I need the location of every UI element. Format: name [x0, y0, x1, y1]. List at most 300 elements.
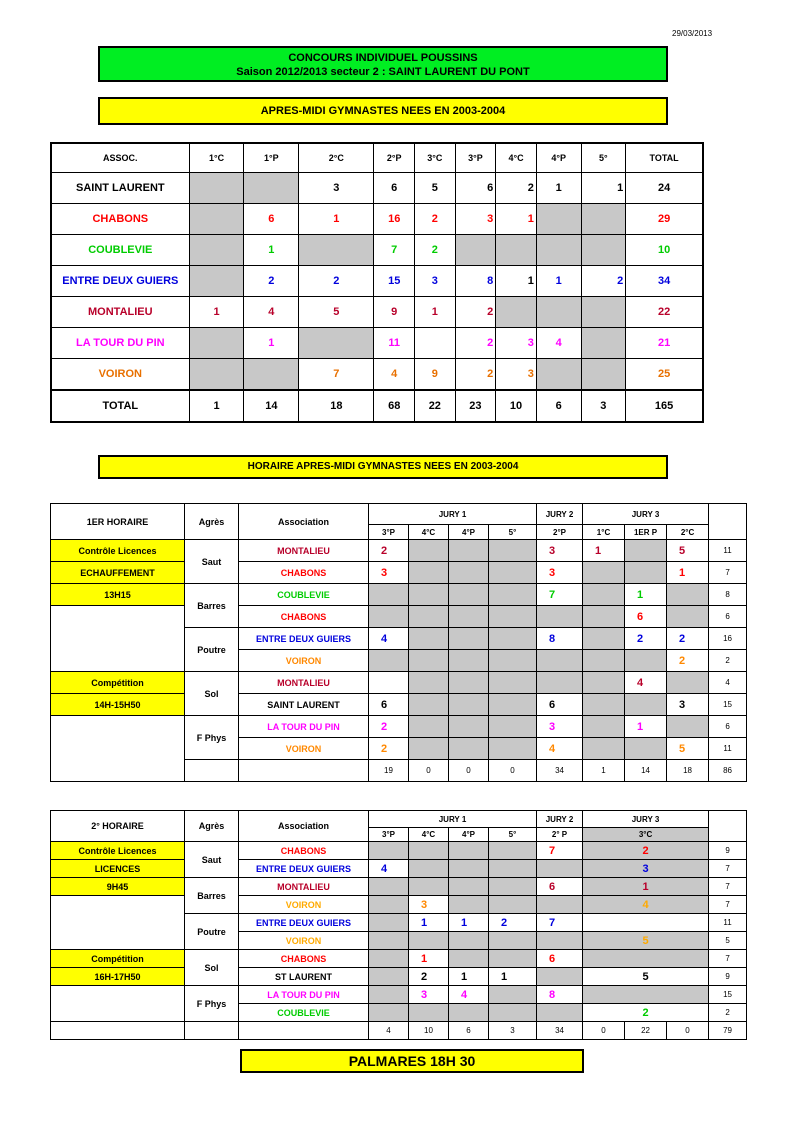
assoc-cell: CHABONS: [239, 842, 369, 860]
schedule-row: [51, 842, 747, 860]
cell: [581, 235, 626, 266]
jury3-header: JURY 3: [583, 504, 709, 525]
cell: 2: [583, 1004, 709, 1022]
cell: 6: [536, 390, 581, 422]
cell: [489, 606, 537, 628]
cell: [583, 628, 625, 650]
cell: 4: [369, 628, 409, 650]
cell: 3: [496, 359, 537, 391]
cell: [409, 650, 449, 672]
col-header: 4°P: [449, 525, 489, 540]
col-header: 2°P: [374, 143, 415, 173]
cell: [369, 650, 409, 672]
agres-cell: Saut: [185, 842, 239, 878]
assoc-cell: MONTALIEU: [239, 878, 369, 896]
cell: [415, 328, 456, 359]
cell: [489, 950, 537, 968]
cell: [369, 672, 409, 694]
schedule-row: [51, 896, 747, 914]
cell: [583, 694, 625, 716]
cell: 4: [583, 896, 709, 914]
col-header: 4°C: [409, 828, 449, 842]
cell: [489, 986, 537, 1004]
cell: 1: [409, 950, 449, 968]
row-total: 10: [626, 235, 703, 266]
cell: 1: [449, 914, 489, 932]
cell: [369, 1004, 409, 1022]
cell: [489, 694, 537, 716]
cell: [489, 738, 537, 760]
assoc-cell: LA TOUR DU PIN: [239, 986, 369, 1004]
assoc-name: ENTRE DEUX GUIERS: [51, 266, 189, 297]
cell: 1: [489, 968, 537, 986]
horaire-banner: HORAIRE APRES-MIDI GYMNASTES NEES EN 2003-2004: [98, 455, 668, 479]
schedule-title: 1ER HORAIRE: [51, 504, 185, 540]
blank-header: [709, 504, 747, 540]
col-header: TOTAL: [626, 143, 703, 173]
left-info: LICENCES: [51, 860, 185, 878]
jury1-header: JURY 1: [369, 811, 537, 828]
cell: 1: [583, 878, 709, 896]
cell: 1: [189, 297, 244, 328]
cell: 9: [374, 297, 415, 328]
cell: [449, 950, 489, 968]
cell: [489, 842, 537, 860]
assoc-cell: VOIRON: [239, 896, 369, 914]
title-banner: [98, 46, 668, 82]
assoc-cell: VOIRON: [239, 738, 369, 760]
blank-cell: [51, 1022, 185, 1040]
cell: [583, 986, 709, 1004]
blank-cell: [185, 760, 239, 782]
grand-total: 86: [709, 760, 747, 782]
row-total: 7: [709, 878, 747, 896]
cell: 2: [667, 628, 709, 650]
row-total: 11: [709, 540, 747, 562]
row-total: 15: [709, 694, 747, 716]
cell: [537, 1004, 583, 1022]
cell: [409, 860, 449, 878]
summary-row: [51, 359, 703, 391]
cell: 2: [299, 266, 374, 297]
cell: 1: [496, 204, 537, 235]
cell: 1: [583, 540, 625, 562]
cell: [667, 606, 709, 628]
cell: [409, 842, 449, 860]
cell: [583, 650, 625, 672]
cell: [536, 359, 581, 391]
cell: 4: [536, 328, 581, 359]
cell: 10: [496, 390, 537, 422]
row-total: 24: [626, 173, 703, 204]
cell: [581, 359, 626, 391]
agres-cell: Saut: [185, 540, 239, 584]
row-total: 6: [709, 606, 747, 628]
cell: 3: [537, 562, 583, 584]
assoc-cell: SAINT LAURENT: [239, 694, 369, 716]
cell: [449, 672, 489, 694]
cell: 2: [455, 297, 496, 328]
cell: 3: [369, 562, 409, 584]
cell: [581, 297, 626, 328]
row-total: 7: [709, 896, 747, 914]
cell: [496, 297, 537, 328]
assoc-cell: ENTRE DEUX GUIERS: [239, 628, 369, 650]
cell: [489, 672, 537, 694]
cell: [369, 968, 409, 986]
agres-cell: Poutre: [185, 628, 239, 672]
total-cell: 1: [583, 760, 625, 782]
cell: [244, 173, 299, 204]
col-header: 2°P: [537, 525, 583, 540]
cell: 1: [667, 562, 709, 584]
col-header: 5°: [489, 525, 537, 540]
row-total: 15: [709, 986, 747, 1004]
left-blank: [51, 986, 185, 1022]
cell: [489, 562, 537, 584]
cell: [583, 950, 709, 968]
total-cell: 6: [449, 1022, 489, 1040]
cell: [189, 266, 244, 297]
cell: [583, 584, 625, 606]
col-header: 3°P: [455, 143, 496, 173]
cell: [537, 650, 583, 672]
cell: [409, 672, 449, 694]
summary-row: [51, 173, 703, 204]
cell: [449, 878, 489, 896]
cell: [369, 950, 409, 968]
cell: 6: [537, 694, 583, 716]
cell: 2: [625, 628, 667, 650]
cell: 3: [583, 860, 709, 878]
cell: 7: [537, 584, 583, 606]
left-info: ECHAUFFEMENT: [51, 562, 185, 584]
total-cell: 0: [667, 1022, 709, 1040]
cell: [581, 204, 626, 235]
cell: [489, 540, 537, 562]
cell: [449, 842, 489, 860]
total-label: TOTAL: [51, 390, 189, 422]
cell: 9: [415, 359, 456, 391]
cell: 3: [409, 986, 449, 1004]
cell: 3: [496, 328, 537, 359]
cell: [369, 842, 409, 860]
col-header: 3°P: [369, 525, 409, 540]
cell: 2: [409, 968, 449, 986]
cell: 2: [496, 173, 537, 204]
schedule-title: 2° HORAIRE: [51, 811, 185, 842]
cell: 1: [244, 328, 299, 359]
cell: 3: [409, 896, 449, 914]
cell: 2: [369, 738, 409, 760]
blank-cell: [239, 760, 369, 782]
cell: [369, 878, 409, 896]
cell: [537, 968, 583, 986]
schedule-row: [51, 606, 747, 628]
cell: [449, 650, 489, 672]
cell: [489, 584, 537, 606]
grand-total: 165: [626, 390, 703, 422]
row-total: 8: [709, 584, 747, 606]
cell: [449, 606, 489, 628]
row-total: 16: [709, 628, 747, 650]
schedule-row: [51, 694, 747, 716]
row-total: 5: [709, 932, 747, 950]
agres-cell: Poutre: [185, 914, 239, 950]
assoc-cell: MONTALIEU: [239, 672, 369, 694]
cell: [369, 914, 409, 932]
cell: 8: [537, 628, 583, 650]
left-blank: [51, 896, 185, 950]
left-info: Compétition: [51, 950, 185, 968]
schedule-row: [51, 986, 747, 1004]
cell: 4: [537, 738, 583, 760]
cell: 5: [667, 540, 709, 562]
cell: [449, 716, 489, 738]
cell: [409, 1004, 449, 1022]
schedule-row: [51, 968, 747, 986]
assoc-cell: ENTRE DEUX GUIERS: [239, 914, 369, 932]
cell: [409, 540, 449, 562]
total-cell: 34: [537, 1022, 583, 1040]
row-total: 7: [709, 860, 747, 878]
cell: 68: [374, 390, 415, 422]
cell: [489, 1004, 537, 1022]
cell: [369, 606, 409, 628]
cell: [369, 986, 409, 1004]
palmares-banner: PALMARES 18H 30: [240, 1049, 584, 1073]
left-info: 13H15: [51, 584, 185, 606]
cell: 4: [374, 359, 415, 391]
summary-row: [51, 328, 703, 359]
cell: [189, 328, 244, 359]
cell: [583, 738, 625, 760]
cell: [489, 896, 537, 914]
cell: 3: [581, 390, 626, 422]
cell: 6: [455, 173, 496, 204]
cell: 5: [415, 173, 456, 204]
cell: 2: [415, 204, 456, 235]
cell: 7: [537, 914, 583, 932]
cell: [369, 932, 409, 950]
left-info: 9H45: [51, 878, 185, 896]
cell: 3: [415, 266, 456, 297]
row-total: 11: [709, 914, 747, 932]
cell: [583, 606, 625, 628]
col-header: 3°P: [369, 828, 409, 842]
cell: [537, 606, 583, 628]
cell: 2: [369, 716, 409, 738]
cell: 6: [537, 878, 583, 896]
row-total: 2: [709, 650, 747, 672]
cell: [189, 204, 244, 235]
summary-row: [51, 204, 703, 235]
blank-cell: [239, 1022, 369, 1040]
cell: 5: [583, 932, 709, 950]
assoc-cell: VOIRON: [239, 932, 369, 950]
schedule-header-row: [51, 504, 747, 525]
cell: 22: [415, 390, 456, 422]
cell: 2: [455, 328, 496, 359]
cell: [625, 540, 667, 562]
cell: 1: [536, 173, 581, 204]
schedule-totals-row: [51, 1022, 747, 1040]
cell: [449, 562, 489, 584]
cell: [449, 860, 489, 878]
assoc-cell: ST LAURENT: [239, 968, 369, 986]
cell: 6: [537, 950, 583, 968]
col-header: 2°C: [299, 143, 374, 173]
summary-table: [50, 142, 704, 423]
cell: 1: [244, 235, 299, 266]
cell: 2: [415, 235, 456, 266]
total-cell: 0: [409, 760, 449, 782]
cell: [536, 204, 581, 235]
assoc-cell: MONTALIEU: [239, 540, 369, 562]
assoc-name: COUBLEVIE: [51, 235, 189, 266]
assoc-cell: CHABONS: [239, 606, 369, 628]
total-cell: 0: [583, 1022, 625, 1040]
cell: [189, 359, 244, 391]
total-cell: 22: [625, 1022, 667, 1040]
cell: 1: [625, 716, 667, 738]
cell: [489, 932, 537, 950]
schedule-row: [51, 860, 747, 878]
cell: 7: [374, 235, 415, 266]
cell: 8: [455, 266, 496, 297]
cell: [489, 860, 537, 878]
col-header: 1°C: [583, 525, 625, 540]
cell: [625, 738, 667, 760]
cell: 1: [415, 297, 456, 328]
cell: [409, 606, 449, 628]
cell: 3: [667, 694, 709, 716]
cell: [667, 716, 709, 738]
cell: [489, 628, 537, 650]
col-header: 5°: [581, 143, 626, 173]
left-info: Contrôle Licences: [51, 842, 185, 860]
schedule-header-row: [51, 811, 747, 828]
cell: 6: [244, 204, 299, 235]
cell: 16: [374, 204, 415, 235]
total-cell: 19: [369, 760, 409, 782]
cell: [449, 1004, 489, 1022]
col-header: 3°C: [583, 828, 709, 842]
row-total: 34: [626, 266, 703, 297]
total-cell: 18: [667, 760, 709, 782]
cell: [449, 896, 489, 914]
cell: 11: [374, 328, 415, 359]
schedule-row: [51, 950, 747, 968]
cell: 18: [299, 390, 374, 422]
agres-header: Agrès: [185, 811, 239, 842]
total-cell: 3: [489, 1022, 537, 1040]
agres-cell: F Phys: [185, 986, 239, 1022]
cell: [536, 235, 581, 266]
cell: [409, 562, 449, 584]
summary-total-row: [51, 390, 703, 422]
blank-cell: [185, 1022, 239, 1040]
assoc-cell: COUBLEVIE: [239, 1004, 369, 1022]
cell: 3: [537, 716, 583, 738]
cell: 1: [496, 266, 537, 297]
row-total: 22: [626, 297, 703, 328]
assoc-cell: CHABONS: [239, 562, 369, 584]
cell: [489, 878, 537, 896]
left-info: 16H-17H50: [51, 968, 185, 986]
total-cell: 0: [449, 760, 489, 782]
row-total: 4: [709, 672, 747, 694]
cell: [537, 932, 583, 950]
col-header: 1°P: [244, 143, 299, 173]
left-blank: [51, 716, 185, 782]
cell: 3: [455, 204, 496, 235]
schedule-row: [51, 540, 747, 562]
cell: [489, 716, 537, 738]
schedule-row: [51, 716, 747, 738]
summary-row: [51, 297, 703, 328]
cell: 23: [455, 390, 496, 422]
total-cell: 34: [537, 760, 583, 782]
assoc-cell: LA TOUR DU PIN: [239, 716, 369, 738]
agres-cell: Barres: [185, 584, 239, 628]
cell: [489, 650, 537, 672]
cell: [409, 628, 449, 650]
cell: 3: [299, 173, 374, 204]
cell: 1: [536, 266, 581, 297]
cell: 5: [299, 297, 374, 328]
cell: [449, 694, 489, 716]
assoc-name: CHABONS: [51, 204, 189, 235]
total-cell: 0: [489, 760, 537, 782]
row-total: 25: [626, 359, 703, 391]
cell: [625, 650, 667, 672]
left-info: Compétition: [51, 672, 185, 694]
cell: [496, 235, 537, 266]
col-header: 4°C: [496, 143, 537, 173]
cell: 2: [244, 266, 299, 297]
association-header: Association: [239, 811, 369, 842]
cell: [369, 584, 409, 606]
cell: [409, 584, 449, 606]
cell: 2: [369, 540, 409, 562]
cell: 15: [374, 266, 415, 297]
title-line-1: CONCOURS INDIVIDUEL POUSSINS: [288, 52, 478, 64]
col-header: 4°P: [449, 828, 489, 842]
schedule-row: [51, 878, 747, 896]
cell: [537, 896, 583, 914]
cell: 6: [374, 173, 415, 204]
schedule-table-2: [50, 810, 747, 1040]
cell: [369, 896, 409, 914]
cell: 1: [581, 173, 626, 204]
cell: [667, 584, 709, 606]
jury2-header: JURY 2: [537, 504, 583, 525]
cell: [536, 297, 581, 328]
cell: [449, 628, 489, 650]
cell: [299, 235, 374, 266]
assoc-cell: VOIRON: [239, 650, 369, 672]
cell: [449, 584, 489, 606]
col-header: 2° P: [537, 828, 583, 842]
subtitle-banner: APRES-MIDI GYMNASTES NEES EN 2003-2004: [98, 97, 668, 125]
summary-row: [51, 235, 703, 266]
cell: 1: [449, 968, 489, 986]
col-header: 1°C: [189, 143, 244, 173]
schedule-row: [51, 562, 747, 584]
assoc-name: SAINT LAURENT: [51, 173, 189, 204]
cell: [537, 860, 583, 878]
